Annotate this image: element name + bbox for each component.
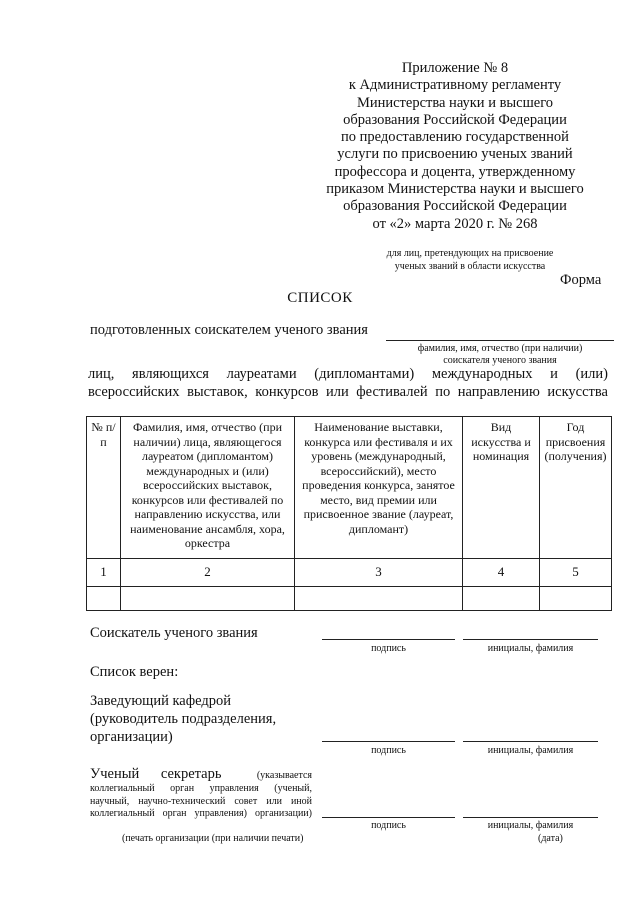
secretary-initials-caption: инициалы, фамилия: [487, 820, 574, 831]
appendix-line: по предоставлению государственной: [341, 129, 569, 146]
appendix-line: профессора и доцента, утвержденному: [334, 163, 576, 180]
appendix-line: к Административному регламенту: [348, 77, 562, 94]
applicant-name-hint-1: фамилия, имя, отчество (при наличии): [417, 343, 583, 354]
laureates-table: [86, 416, 612, 611]
head-signature-line: [322, 741, 455, 742]
table-cell: [463, 587, 540, 611]
applicant-label: Соискатель ученого звания: [90, 625, 258, 641]
table-cell: [540, 587, 612, 611]
column-number-4: 4: [463, 559, 540, 587]
header-year: Год присвоения (получения): [540, 417, 612, 559]
applicability-note: [355, 247, 585, 273]
appendix-line: услуги по присвоению ученых званий: [337, 146, 573, 163]
column-number-1: 1: [87, 559, 121, 587]
appendix-line: образования Российской Федерации: [343, 198, 567, 215]
form-label: Форма: [560, 272, 602, 288]
head-line-2: (руководитель подразделения,: [90, 711, 277, 727]
appendix-block: [320, 60, 590, 233]
prepared-by-text: подготовленных соискателем ученого звания: [90, 322, 368, 338]
table-cell: [121, 587, 295, 611]
table-number-row: [87, 559, 612, 587]
header-event: Наименование выставки, конкурса или фестиваля и их уровень (международный, всероссийский), место проведения конкурса, занятое место, вид премии или присвоенное звание (лауреат, дипломант): [295, 417, 463, 559]
date-caption: (дата): [538, 833, 563, 844]
applicant-signature-caption: подпись: [371, 643, 406, 654]
head-of-department-block: [90, 692, 276, 746]
secretary-signature-caption: подпись: [371, 820, 406, 831]
table-cell: [295, 587, 463, 611]
column-number-3: 3: [295, 559, 463, 587]
head-initials-line: [463, 741, 598, 742]
appendix-line: приказом Министерства науки и высшего: [326, 181, 584, 198]
description-line-1: лиц, являющихся лауреатами (дипломантами) международных и (или): [88, 366, 608, 382]
list-verified-label: Список верен:: [90, 664, 179, 680]
secretary-initials-line: [463, 817, 598, 818]
header-number: № п/п: [87, 417, 121, 559]
applicant-name-line: [386, 340, 614, 341]
appendix-line: Министерства науки и высшего: [356, 94, 554, 111]
applicant-initials-caption: инициалы, фамилия: [487, 643, 574, 654]
secretary-note-4: коллегиальный орган управления) организации): [90, 808, 312, 819]
secretary-block: [90, 766, 312, 821]
secretary-first-line: [90, 766, 312, 783]
appendix-line: образования Российской Федерации: [343, 111, 567, 128]
column-number-5: 5: [540, 559, 612, 587]
secretary-note-2: коллегиальный орган управления (ученый,: [90, 783, 312, 794]
secretary-label: Ученый секретарь: [90, 766, 222, 782]
header-art-type: Вид искусства и номинация: [463, 417, 540, 559]
applicant-name-hint-2: соискателя ученого звания: [443, 355, 557, 366]
head-signature-caption: подпись: [371, 745, 406, 756]
table-cell: [87, 587, 121, 611]
column-number-2: 2: [121, 559, 295, 587]
document-title: СПИСОК: [287, 290, 353, 306]
secretary-note-1: (указывается: [256, 770, 312, 781]
description-line-2: всероссийских выставок, конкурсов или фестивалей по направлению искусства: [88, 384, 608, 400]
applicant-initials-line: [463, 639, 598, 640]
stamp-caption: (печать организации (при наличии печати): [122, 833, 304, 844]
head-line-1: Заведующий кафедрой: [90, 693, 232, 709]
head-line-3: организации): [90, 729, 173, 745]
appendix-line: от «2» марта 2020 г. № 268: [372, 215, 538, 232]
appendix-line: Приложение № 8: [401, 60, 509, 76]
note-line-2: ученых званий в области искусства: [394, 261, 546, 272]
table-row: [87, 587, 612, 611]
applicant-signature-line: [322, 639, 455, 640]
secretary-note-3: научный, научно-технический совет или иной: [90, 795, 312, 807]
header-name: Фамилия, имя, отчество (при наличии) лица, являющегося лауреатом (дипломантом) международных и (или) всероссийских выставок, конкурсов или фестивалей по направлению искусства, или наименование ансамбля, хора, оркестра: [121, 417, 295, 559]
secretary-signature-line: [322, 817, 455, 818]
head-initials-caption: инициалы, фамилия: [487, 745, 574, 756]
table-header-row: [87, 417, 612, 559]
note-line-1: для лиц, претендующих на присвоение: [386, 248, 554, 259]
